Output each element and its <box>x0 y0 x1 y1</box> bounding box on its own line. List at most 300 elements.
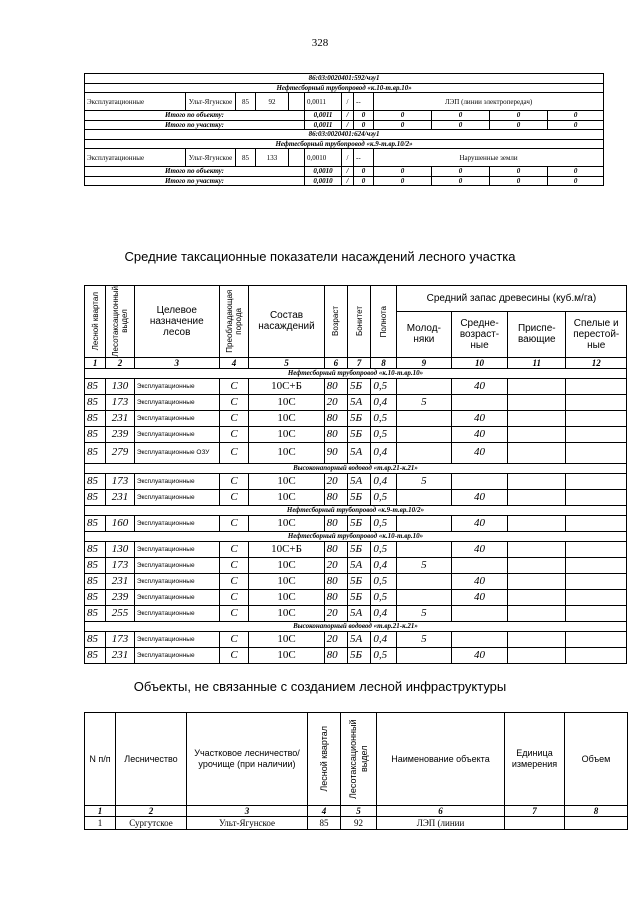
bonitet-cell: 5А <box>347 557 370 573</box>
vydel-cell: 173 <box>106 473 135 489</box>
object-l-cell: Сургутское <box>116 817 187 830</box>
species-cell: С <box>219 605 249 621</box>
age-cell: 80 <box>324 426 347 442</box>
species-cell: С <box>219 473 249 489</box>
composition-cell: 10С <box>249 426 324 442</box>
bonitet-cell: 5Б <box>347 378 370 394</box>
maturing-cell <box>508 378 566 394</box>
purpose-cell: Эксплуатационные <box>134 573 219 589</box>
object-unit-cell <box>505 817 565 830</box>
col-header-mature: Спелые и перестой-ные <box>566 311 627 357</box>
taxation-row <box>85 605 627 621</box>
total-value: 0 <box>490 167 548 177</box>
bonitet-cell: 5Б <box>347 489 370 505</box>
mature-cell <box>566 647 627 663</box>
mature-cell <box>566 541 627 557</box>
species-cell: С <box>219 442 249 463</box>
young-cell <box>396 410 451 426</box>
middle-cell: 40 <box>451 541 507 557</box>
col-header-composition: Состав насаждений <box>249 286 324 358</box>
col-header-stock: Средний запас древесины (куб.м/га) <box>396 286 626 312</box>
purpose-cell: Эксплуатационные <box>134 589 219 605</box>
young-cell <box>396 442 451 463</box>
sep-cell: / <box>342 93 354 111</box>
age-cell: 20 <box>324 557 347 573</box>
purpose-cell: Эксплуатационные <box>134 631 219 647</box>
taxation-row <box>85 426 627 442</box>
composition-cell: 10С <box>249 410 324 426</box>
taxation-row <box>85 557 627 573</box>
area-cell: 0,0010 <box>305 149 342 167</box>
young-cell <box>396 589 451 605</box>
taxation-row <box>85 631 627 647</box>
maturing-cell <box>508 647 566 663</box>
quarter-cell: 85 <box>85 631 106 647</box>
total-area: 0,0010 <box>305 176 342 186</box>
bonitet-cell: 5А <box>347 605 370 621</box>
density-cell: 0,4 <box>371 557 396 573</box>
total-value: 0 <box>432 111 490 121</box>
total-value: 0 <box>432 176 490 186</box>
column-number: 2 <box>116 806 187 817</box>
total-value: 0 <box>490 111 548 121</box>
middle-cell <box>451 631 507 647</box>
middle-cell: 40 <box>451 515 507 531</box>
middle-cell: 40 <box>451 378 507 394</box>
purpose-cell: Эксплуатационные <box>134 647 219 663</box>
vydel-cell: 173 <box>106 394 135 410</box>
species-cell: С <box>219 631 249 647</box>
bonitet-cell: 5Б <box>347 573 370 589</box>
young-cell: 5 <box>396 394 451 410</box>
purpose-cell: Эксплуатационные <box>134 378 219 394</box>
total-area: 0,0011 <box>305 120 342 130</box>
vydel-cell: 160 <box>106 515 135 531</box>
dash-cell: -- <box>354 149 374 167</box>
species-cell: С <box>219 394 249 410</box>
young-cell: 5 <box>396 557 451 573</box>
purpose-cell: Эксплуатационные <box>134 557 219 573</box>
middle-cell <box>451 605 507 621</box>
purpose-cell: Эксплуатационные <box>134 605 219 621</box>
age-cell: 80 <box>324 410 347 426</box>
column-numbers-row <box>85 806 628 817</box>
vydel-cell: 255 <box>106 605 135 621</box>
vydel-cell: 231 <box>106 573 135 589</box>
species-cell: С <box>219 647 249 663</box>
mature-cell <box>566 557 627 573</box>
young-cell: 5 <box>396 631 451 647</box>
total-value: 0 <box>354 176 374 186</box>
vydel-cell: 173 <box>106 557 135 573</box>
column-number: 4 <box>219 357 249 368</box>
purpose-cell: Эксплуатационные <box>134 410 219 426</box>
age-cell: 80 <box>324 489 347 505</box>
taxation-row <box>85 442 627 463</box>
middle-cell: 40 <box>451 647 507 663</box>
maturing-cell <box>508 541 566 557</box>
forestry-cell: Ульт-Ягунское <box>186 149 236 167</box>
taxation-row <box>85 378 627 394</box>
young-cell <box>396 489 451 505</box>
age-cell: 80 <box>324 541 347 557</box>
species-cell: С <box>219 557 249 573</box>
composition-cell: 10С <box>249 589 324 605</box>
composition-cell: 10С <box>249 557 324 573</box>
col-header-age: Возраст <box>331 306 341 337</box>
bonitet-cell: 5Б <box>347 647 370 663</box>
purpose-cell: Эксплуатационные <box>134 541 219 557</box>
total-sep: / <box>342 120 354 130</box>
bonitet-cell: 5Б <box>347 426 370 442</box>
col-header-bonitet: Бонитет <box>354 306 364 337</box>
maturing-cell <box>508 410 566 426</box>
vydel-cell: 133 <box>256 149 289 167</box>
group-title: Нефтесборный трубопровод «к.10-т.вр.10» <box>85 368 627 378</box>
age-cell: 80 <box>324 647 347 663</box>
total-row <box>85 176 604 186</box>
mature-cell <box>566 410 627 426</box>
quarter-cell: 85 <box>236 149 256 167</box>
object-title-row <box>85 83 604 93</box>
column-number: 12 <box>566 357 627 368</box>
density-cell: 0,5 <box>371 426 396 442</box>
middle-cell: 40 <box>451 442 507 463</box>
composition-cell: 10С <box>249 631 324 647</box>
age-cell: 80 <box>324 573 347 589</box>
purpose-cell: Эксплуатационные <box>134 473 219 489</box>
empty-cell <box>289 93 305 111</box>
object-title: Нефтесборный трубопровод «к.9-т.вр.10/2» <box>85 139 604 149</box>
parcels-table <box>84 73 604 186</box>
col-header-middle: Средне-возраст-ные <box>451 311 507 357</box>
total-label: Итого по объекту: <box>85 111 305 121</box>
maturing-cell <box>508 473 566 489</box>
vydel-cell: 279 <box>106 442 135 463</box>
species-cell: С <box>219 378 249 394</box>
column-number: 3 <box>187 806 308 817</box>
total-value: 0 <box>374 120 432 130</box>
species-cell: С <box>219 410 249 426</box>
young-cell: 5 <box>396 473 451 489</box>
total-label: Итого по объекту: <box>85 167 305 177</box>
total-value: 0 <box>432 120 490 130</box>
quarter-cell: 85 <box>85 410 106 426</box>
column-numbers-row <box>85 357 627 368</box>
parcel-data-row <box>85 93 604 111</box>
column-number: 1 <box>85 806 116 817</box>
total-sep: / <box>342 167 354 177</box>
group-title: Высоконапорный водовод «т.вр.21-к.21» <box>85 621 627 631</box>
total-area: 0,0010 <box>305 167 342 177</box>
column-number: 11 <box>508 357 566 368</box>
taxation-row <box>85 394 627 410</box>
middle-cell <box>451 394 507 410</box>
taxation-row <box>85 589 627 605</box>
middle-cell: 40 <box>451 589 507 605</box>
maturing-cell <box>508 394 566 410</box>
bonitet-cell: 5А <box>347 631 370 647</box>
vydel-cell: 92 <box>256 93 289 111</box>
quarter-cell: 85 <box>85 394 106 410</box>
age-cell: 20 <box>324 631 347 647</box>
purpose-cell: Эксплуатационные <box>134 515 219 531</box>
group-title-row <box>85 505 627 515</box>
taxation-row <box>85 410 627 426</box>
col-header-quarter: Лесной квартал <box>318 726 329 792</box>
age-cell: 80 <box>324 378 347 394</box>
empty-cell <box>289 149 305 167</box>
vydel-cell: 239 <box>106 426 135 442</box>
quarter-cell: 85 <box>85 473 106 489</box>
middle-cell <box>451 557 507 573</box>
age-cell: 20 <box>324 605 347 621</box>
quarter-cell: 85 <box>236 93 256 111</box>
bonitet-cell: 5Б <box>347 541 370 557</box>
species-cell: С <box>219 573 249 589</box>
total-value: 0 <box>548 167 604 177</box>
vydel-cell: 130 <box>106 378 135 394</box>
column-number: 5 <box>341 806 377 817</box>
age-cell: 80 <box>324 515 347 531</box>
taxation-table <box>84 285 627 664</box>
mature-cell <box>566 489 627 505</box>
density-cell: 0,4 <box>371 442 396 463</box>
quarter-cell: 85 <box>85 541 106 557</box>
maturing-cell <box>508 631 566 647</box>
species-cell: С <box>219 541 249 557</box>
composition-cell: 10С <box>249 573 324 589</box>
composition-cell: 10С <box>249 489 324 505</box>
total-row <box>85 167 604 177</box>
object-n-cell: 1 <box>85 817 116 830</box>
mature-cell <box>566 605 627 621</box>
taxation-row <box>85 573 627 589</box>
mature-cell <box>566 473 627 489</box>
column-number: 10 <box>451 357 507 368</box>
parcel-number: 86:03:0020401:624/чзу1 <box>85 130 604 140</box>
page-number: 328 <box>311 37 329 49</box>
quarter-cell: 85 <box>85 515 106 531</box>
quarter-cell: 85 <box>85 489 106 505</box>
column-number: 1 <box>85 357 106 368</box>
object-u-cell: Ульт-Ягунское <box>187 817 308 830</box>
mature-cell <box>566 573 627 589</box>
column-number: 6 <box>377 806 505 817</box>
composition-cell: 10С <box>249 473 324 489</box>
note-cell: ЛЭП (линии электропередач) <box>374 93 604 111</box>
bonitet-cell: 5А <box>347 394 370 410</box>
species-cell: С <box>219 515 249 531</box>
column-number: 2 <box>106 357 135 368</box>
quarter-cell: 85 <box>85 378 106 394</box>
total-value: 0 <box>548 111 604 121</box>
note-cell: Нарушенные земли <box>374 149 604 167</box>
total-value: 0 <box>548 120 604 130</box>
group-title-row <box>85 463 627 473</box>
total-row <box>85 120 604 130</box>
total-value: 0 <box>490 176 548 186</box>
quarter-cell: 85 <box>85 605 106 621</box>
parcel-data-row <box>85 149 604 167</box>
quarter-cell: 85 <box>85 426 106 442</box>
bonitet-cell: 5Б <box>347 410 370 426</box>
col-header-vydel: Лесотаксационный выдел <box>111 286 130 357</box>
maturing-cell <box>508 605 566 621</box>
density-cell: 0,4 <box>371 473 396 489</box>
column-number: 5 <box>249 357 324 368</box>
col-header-object-name: Наименование объекта <box>377 713 505 806</box>
total-sep: / <box>342 176 354 186</box>
section-heading-objects: Объекты, не связанные с созданием лесной инфраструктуры <box>133 679 507 694</box>
mature-cell <box>566 426 627 442</box>
total-value: 0 <box>490 120 548 130</box>
composition-cell: 10С <box>249 515 324 531</box>
total-value: 0 <box>354 111 374 121</box>
column-number: 8 <box>565 806 628 817</box>
col-header-uchastok: Участковое лесничество/урочище (при наличии) <box>187 713 308 806</box>
composition-cell: 10С <box>249 605 324 621</box>
forestry-cell: Ульт-Ягунское <box>186 93 236 111</box>
purpose-cell: Эксплуатационные <box>134 489 219 505</box>
taxation-row <box>85 541 627 557</box>
mature-cell <box>566 589 627 605</box>
mature-cell <box>566 442 627 463</box>
area-cell: 0,0011 <box>305 93 342 111</box>
middle-cell: 40 <box>451 426 507 442</box>
total-value: 0 <box>354 167 374 177</box>
quarter-cell: 85 <box>85 557 106 573</box>
purpose-cell: Эксплуатационные <box>85 93 186 111</box>
total-sep: / <box>342 111 354 121</box>
taxation-row <box>85 515 627 531</box>
vydel-cell: 231 <box>106 410 135 426</box>
young-cell <box>396 647 451 663</box>
column-number: 7 <box>347 357 370 368</box>
taxation-row <box>85 489 627 505</box>
middle-cell <box>451 473 507 489</box>
column-number: 8 <box>371 357 396 368</box>
col-header-species: Преобладающая порода <box>225 289 244 353</box>
col-header-lesnichestvo: Лесничество <box>116 713 187 806</box>
density-cell: 0,5 <box>371 589 396 605</box>
vydel-cell: 173 <box>106 631 135 647</box>
young-cell <box>396 378 451 394</box>
purpose-cell: Эксплуатационные <box>85 149 186 167</box>
bonitet-cell: 5А <box>347 473 370 489</box>
total-label: Итого по участку: <box>85 176 305 186</box>
group-title-row <box>85 531 627 541</box>
sep-cell: / <box>342 149 354 167</box>
column-number: 6 <box>324 357 347 368</box>
dash-cell: -- <box>354 93 374 111</box>
total-area: 0,0011 <box>305 111 342 121</box>
group-title: Нефтесборный трубопровод «к.9-т.вр.10/2» <box>85 505 627 515</box>
purpose-cell: Эксплуатационные <box>134 394 219 410</box>
column-number: 9 <box>396 357 451 368</box>
maturing-cell <box>508 589 566 605</box>
age-cell: 20 <box>324 473 347 489</box>
bonitet-cell: 5А <box>347 442 370 463</box>
total-value: 0 <box>354 120 374 130</box>
object-name-cell: ЛЭП (линии <box>377 817 505 830</box>
density-cell: 0,5 <box>371 573 396 589</box>
composition-cell: 10С+Б <box>249 378 324 394</box>
col-header-purpose: Целевое назначение лесов <box>134 286 219 358</box>
young-cell <box>396 541 451 557</box>
mature-cell <box>566 631 627 647</box>
maturing-cell <box>508 573 566 589</box>
taxation-row <box>85 647 627 663</box>
age-cell: 90 <box>324 442 347 463</box>
density-cell: 0,5 <box>371 378 396 394</box>
total-value: 0 <box>374 176 432 186</box>
young-cell <box>396 573 451 589</box>
maturing-cell <box>508 426 566 442</box>
group-title: Высоконапорный водовод «т.вр.21-к.21» <box>85 463 627 473</box>
density-cell: 0,4 <box>371 394 396 410</box>
species-cell: С <box>219 489 249 505</box>
object-title-row <box>85 139 604 149</box>
mature-cell <box>566 394 627 410</box>
density-cell: 0,5 <box>371 541 396 557</box>
composition-cell: 10С <box>249 394 324 410</box>
col-header-young: Молод-няки <box>396 311 451 357</box>
purpose-cell: Эксплуатационные <box>134 426 219 442</box>
parcel-header-row <box>85 130 604 140</box>
total-value: 0 <box>432 167 490 177</box>
density-cell: 0,5 <box>371 647 396 663</box>
parcel-header-row <box>85 74 604 84</box>
density-cell: 0,5 <box>371 410 396 426</box>
mature-cell <box>566 515 627 531</box>
density-cell: 0,5 <box>371 489 396 505</box>
maturing-cell <box>508 515 566 531</box>
taxation-row <box>85 473 627 489</box>
middle-cell: 40 <box>451 410 507 426</box>
age-cell: 20 <box>324 394 347 410</box>
object-q-cell: 85 <box>308 817 341 830</box>
maturing-cell <box>508 557 566 573</box>
vydel-cell: 239 <box>106 589 135 605</box>
col-header-density: Полнота <box>379 305 389 338</box>
young-cell <box>396 515 451 531</box>
object-title: Нефтесборный трубопровод «к.10-т.вр.10» <box>85 83 604 93</box>
total-value: 0 <box>548 176 604 186</box>
density-cell: 0,4 <box>371 605 396 621</box>
young-cell: 5 <box>396 605 451 621</box>
young-cell <box>396 426 451 442</box>
col-header-vydel: Лесотаксационный выдел <box>347 719 369 799</box>
composition-cell: 10С+Б <box>249 541 324 557</box>
quarter-cell: 85 <box>85 647 106 663</box>
objects-table <box>84 712 628 830</box>
group-title: Нефтесборный трубопровод «к.10-т.вр.10» <box>85 531 627 541</box>
age-cell: 80 <box>324 589 347 605</box>
col-header-volume: Объем <box>565 713 628 806</box>
maturing-cell <box>508 489 566 505</box>
vydel-cell: 231 <box>106 489 135 505</box>
species-cell: С <box>219 589 249 605</box>
total-value: 0 <box>374 167 432 177</box>
middle-cell: 40 <box>451 489 507 505</box>
quarter-cell: 85 <box>85 573 106 589</box>
column-number: 7 <box>505 806 565 817</box>
quarter-cell: 85 <box>85 589 106 605</box>
quarter-cell: 85 <box>85 442 106 463</box>
parcel-number: 86:03:0020401:592/чзу1 <box>85 74 604 84</box>
vydel-cell: 130 <box>106 541 135 557</box>
